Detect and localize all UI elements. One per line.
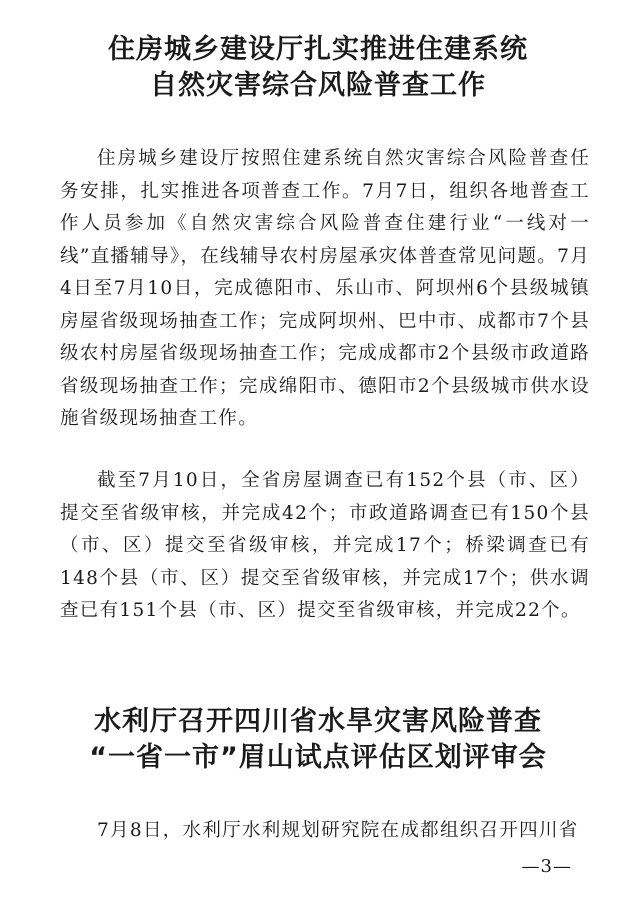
article1-title xyxy=(60,32,576,104)
article1-paragraph1: 住房城乡建设厅按照住建系统自然灾害综合风险普查任务安排，扎实推进各项普查工作。7月7日，组织各地普查工作人员参加《自然灾害综合风险普查住建行业“一线对一线”直播辅导》，在线辅导农村房屋承灾体普查常见问题。7月4日至7月10日，完成德阳市、乐山市、阿坝州6个县级城镇房屋省级现场抽查工作；完成阿坝州、巴中市、成都市7个县级农村房屋省级现场抽查工作；完成成都市2个县级市政道路省级现场抽查工作；完成绵阳市、德阳市2个县级城市供水设施省级现场抽查工作。 xyxy=(60,148,590,429)
article1-title-line2: 自然灾害综合风险普查工作 xyxy=(150,70,486,101)
article2-title-line2: “一省一市”眉山试点评估区划评审会 xyxy=(89,742,547,773)
page-number: —3— xyxy=(521,856,572,877)
article2-title-line1: 水利厅召开四川省水旱灾害风险普查 xyxy=(94,706,542,737)
article2-title xyxy=(60,704,576,776)
article1-title-line1: 住房城乡建设厅扎实推进住建系统 xyxy=(108,34,528,65)
article1-paragraph2: 截至7月10日，全省房屋调查已有152个县（市、区）提交至省级审核，并完成42个；市政道路调查已有150个县（市、区）提交至省级审核，并完成17个；桥梁调查已有148个县（市、区）提交至省级审核，并完成17个；供水调查已有151个县（市、区）提交至省级审核，并完成22个。 xyxy=(60,470,590,621)
article2-paragraph1: 7月8日，水利厅水利规划研究院在成都组织召开四川省 xyxy=(97,820,579,841)
